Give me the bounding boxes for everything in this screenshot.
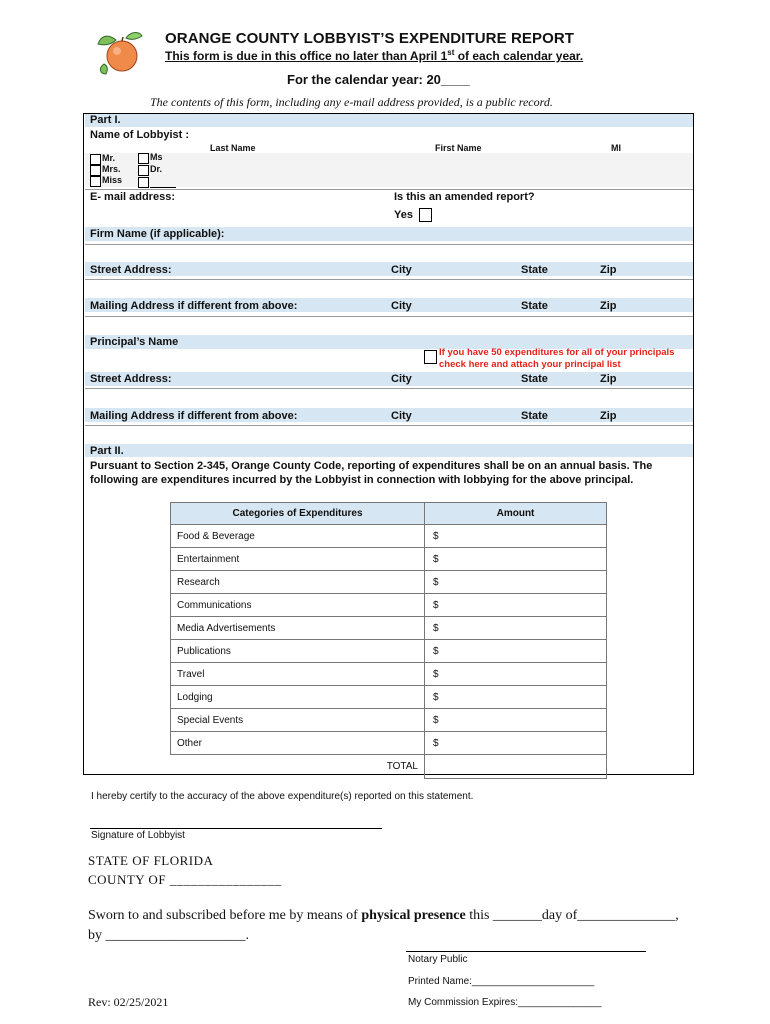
amount-cell[interactable]: $ [425,686,607,709]
amended-yes-label: Yes [394,209,413,221]
commission-expires-field[interactable]: My Commission Expires:_______________ [408,997,602,1008]
county-of-field[interactable]: COUNTY OF ________________ [88,872,282,887]
signature-line[interactable] [90,828,382,829]
amount-cell[interactable]: $ [425,571,607,594]
state-label: State [521,264,548,276]
city-label: City [391,410,412,422]
mailing-address-2-label: Mailing Address if different from above: [90,410,298,422]
fifty-expenditures-checkbox[interactable] [424,350,437,364]
mrs-checkbox[interactable] [90,165,101,176]
other-title-line [150,187,176,188]
amount-cell[interactable]: $ [425,709,607,732]
name-of-lobbyist-label: Name of Lobbyist : [90,129,190,141]
table-row [171,548,607,571]
sworn-statement: Sworn to and subscribed before me by means of physical presence this _______day of______________, [88,908,679,923]
category-cell: Research [171,571,425,594]
mr-label: Mr. [102,153,116,163]
category-header: Categories of Expenditures [171,503,425,525]
category-cell: Lodging [171,686,425,709]
public-record-notice: The contents of this form, including any e-mail address provided, is a public record. [150,95,553,109]
other-title-checkbox[interactable] [138,177,149,188]
amount-header: Amount [425,503,607,525]
mrs-label: Mrs. [102,164,121,174]
miss-label: Miss [102,175,123,185]
amount-cell[interactable]: $ [425,548,607,571]
category-cell: Publications [171,640,425,663]
orange-logo [96,28,146,78]
category-cell: Food & Beverage [171,525,425,548]
table-row [171,617,607,640]
state-label: State [521,410,548,422]
ms-checkbox[interactable] [138,153,149,164]
expenditures-table [170,502,607,779]
last-name-label: Last Name [210,143,256,153]
part2-band [85,444,693,457]
amount-cell[interactable]: $ [425,594,607,617]
notary-signature-line[interactable] [406,951,646,952]
city-label: City [391,373,412,385]
principal-note-line2: check here and attach your principal list [439,359,621,370]
dr-label: Dr. [150,164,163,174]
category-cell: Other [171,732,425,755]
city-label: City [391,300,412,312]
total-label: TOTAL [386,761,418,773]
principal-name-label: Principal’s Name [90,336,179,348]
zip-label: Zip [600,410,617,422]
table-row [171,640,607,663]
category-cell: Special Events [171,709,425,732]
mr-checkbox[interactable] [90,154,101,165]
name-entry-area[interactable] [85,153,693,187]
amount-cell[interactable]: $ [425,617,607,640]
notary-public-label: Notary Public [408,954,468,965]
amount-cell[interactable]: $ [425,525,607,548]
form-title: ORANGE COUNTY LOBBYIST’S EXPENDITURE REPORT [165,30,575,47]
category-cell: Entertainment [171,548,425,571]
due-date-notice: This form is due in this office no later than April 1st of each calendar year. [165,48,584,63]
amount-cell[interactable]: $ [425,640,607,663]
table-row [171,525,607,548]
part1-label: Part I. [90,114,121,126]
firm-name-label: Firm Name (if applicable): [90,228,225,240]
divider [85,189,693,190]
email-label: E- mail address: [90,191,175,203]
amount-cell[interactable]: $ [425,732,607,755]
sworn-by-field[interactable]: by ____________________. [88,928,249,943]
category-cell: Communications [171,594,425,617]
zip-label: Zip [600,373,617,385]
table-header-row [171,503,607,525]
zip-label: Zip [600,300,617,312]
table-row [171,594,607,617]
mi-label: MI [611,143,621,153]
amount-cell[interactable]: $ [425,663,607,686]
certify-statement: I hereby certify to the accuracy of the above expenditure(s) reported on this statement. [91,791,474,802]
divider [85,279,693,280]
miss-checkbox[interactable] [90,176,101,187]
signature-label: Signature of Lobbyist [91,830,185,841]
table-row [171,571,607,594]
revision-date: Rev: 02/25/2021 [88,995,169,1009]
state-label: State [521,373,548,385]
street-address-label: Street Address: [90,264,172,276]
total-amount-cell[interactable] [425,755,607,779]
table-row [171,686,607,709]
divider [85,388,693,389]
state-of-florida: STATE OF FLORIDA [88,853,214,868]
total-row [171,755,607,779]
part2-text: Pursuant to Section 2-345, Orange County Code, reporting of expenditures shall be on an annual basis. The following are expenditures incurred by the Lobbyist in connection with lobbying for the above principal. [90,460,653,486]
divider [85,244,693,245]
first-name-label: First Name [435,143,482,153]
ms-label: Ms [150,152,163,162]
category-cell: Media Advertisements [171,617,425,640]
table-row [171,709,607,732]
amended-question: Is this an amended report? [394,191,535,203]
dr-checkbox[interactable] [138,165,149,176]
table-row [171,732,607,755]
zip-label: Zip [600,264,617,276]
part2-label: Part II. [90,445,124,457]
divider [85,425,693,426]
city-label: City [391,264,412,276]
divider [85,316,693,317]
calendar-year-field[interactable]: For the calendar year: 20____ [287,72,470,87]
street-address-2-label: Street Address: [90,373,172,385]
part1-band [85,114,693,127]
table-row [171,663,607,686]
category-cell: Travel [171,663,425,686]
amended-yes-checkbox[interactable] [419,208,432,222]
mailing-address-label: Mailing Address if different from above: [90,300,298,312]
state-label: State [521,300,548,312]
printed-name-field[interactable]: Printed Name:______________________ [408,976,595,987]
principal-note-line1: If you have 50 expenditures for all of your principals [439,347,675,358]
